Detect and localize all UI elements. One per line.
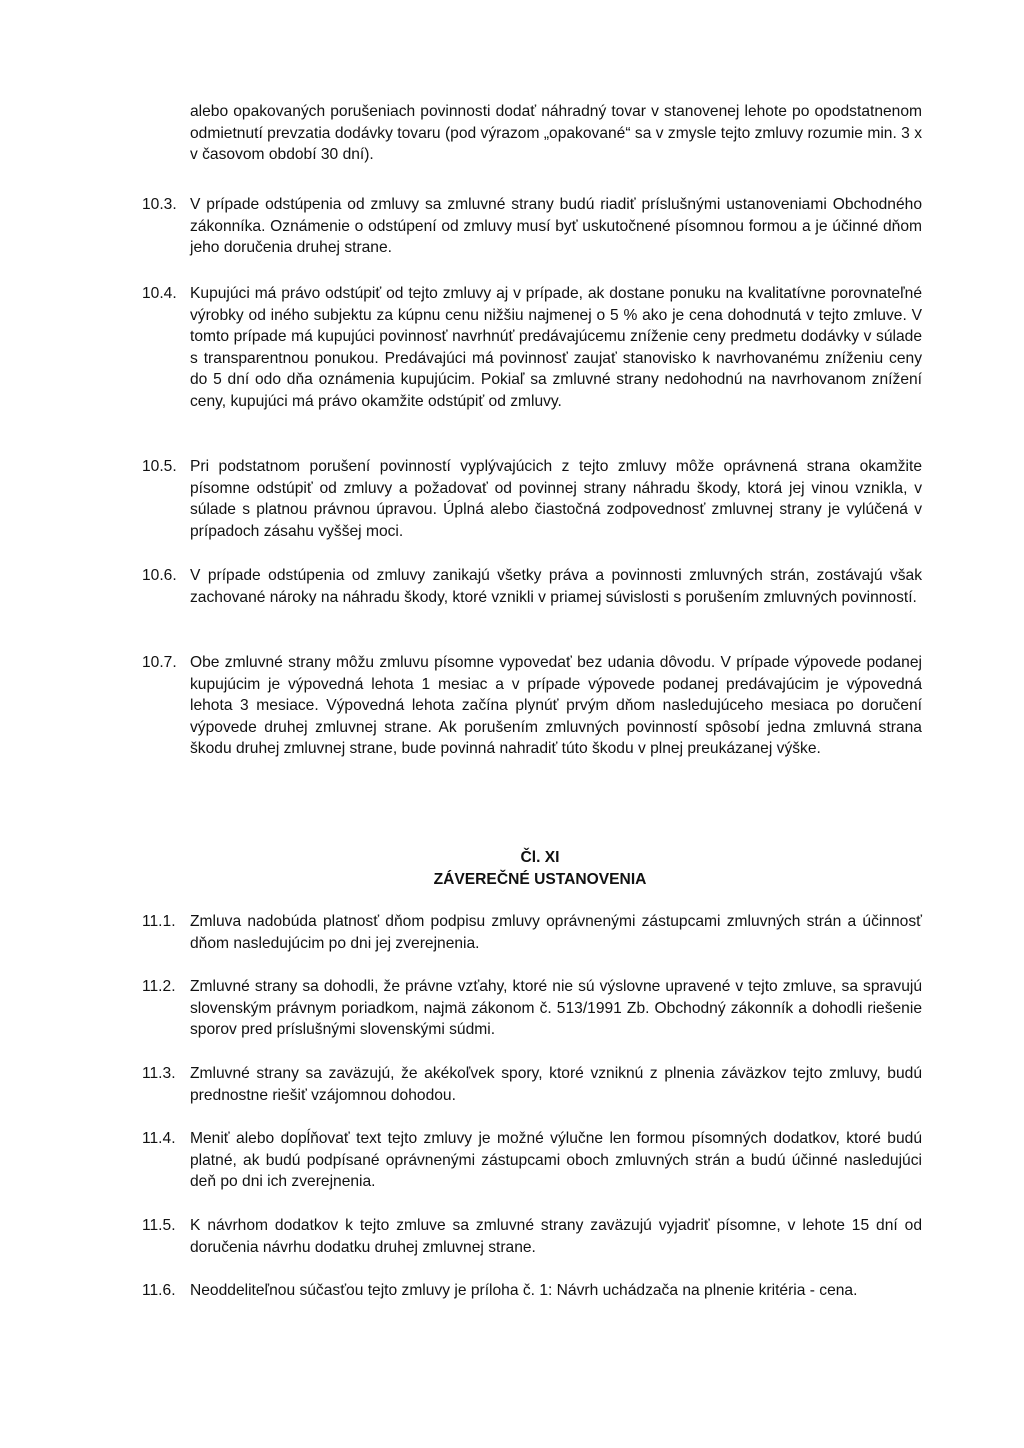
clause-text: Zmluvné strany sa dohodli, že právne vzťahy, ktoré nie sú výslovne upravené v tejto zmluve, sa spravujú slovenským právnym poriadkom, najmä zákonom č. 513/1991 Zb. Obchodný zákonník a dohodli riešenie sporov pred príslušnými slovenskými súdmi. — [190, 978, 922, 1039]
clause-11-1 — [142, 911, 922, 954]
clause-11-2 — [142, 976, 922, 1041]
clause-text: V prípade odstúpenia od zmluvy sa zmluvné strany budú riadiť príslušnými ustanoveniami Obchodného zákonníka. Oznámenie o odstúpení od zmluvy musí byť uskutočnené písomnou formou a je účinné dňom jeho doručenia druhej strane. — [190, 196, 922, 257]
clause-text: Obe zmluvné strany môžu zmluvu písomne vypovedať bez udania dôvodu. V prípade výpovede podanej kupujúcim je výpovedná lehota 1 mesiac a v prípade výpovede podanej predávajúcim je výpovedná lehota 3 mesiace. Výpovedná lehota začína plynúť prvým dňom nasledujúceho mesiaca po doručení výpovede druhej zmluvnej strane. Ak porušením zmluvných povinností spôsobí jedna zmluvná strana škodu druhej zmluvnej strane, bude povinná nahradiť túto škodu v plnej preukázanej výške. — [190, 654, 922, 758]
article-title: ZÁVEREČNÉ USTANOVENIA — [433, 871, 647, 888]
clause-11-6 — [142, 1280, 922, 1302]
clause-number: 10.5. — [142, 458, 177, 475]
clause-text: Pri podstatnom porušení povinností vyplývajúcich z tejto zmluvy môže oprávnená strana okamžite písomne odstúpiť od zmluvy a požadovať od povinnej strany náhradu škody, ktorá jej vinou vznikla, v súlade s platnou právnou úpravou. Úplná alebo čiastočná zodpovednosť zmluvnej strany je vylúčená v prípadoch zásahu vyššej moci. — [190, 458, 922, 540]
clause-11-4 — [142, 1128, 922, 1193]
clause-number: 11.2. — [142, 978, 176, 995]
clause-10-5 — [142, 456, 922, 542]
clause-10-7 — [142, 652, 922, 760]
clause-number: 11.4. — [142, 1130, 176, 1147]
clause-number: 11.5. — [142, 1217, 176, 1234]
clause-text: V prípade odstúpenia od zmluvy zanikajú všetky práva a povinnosti zmluvných strán, zostávajú však zachované nároky na náhradu škody, ktoré vznikli v priamej súvislosti s porušením zmluvných povinností. — [190, 567, 922, 606]
clause-number: 10.7. — [142, 654, 177, 671]
clause-10-6 — [142, 565, 922, 608]
clause-text: Zmluva nadobúda platnosť dňom podpisu zmluvy oprávnenými zástupcami zmluvných strán a účinnosť dňom nasledujúcim po dni jej zverejnenia. — [190, 913, 922, 952]
clause-10-3 — [142, 194, 922, 259]
clause-10-4 — [142, 283, 922, 413]
clause-number: 11.1. — [142, 913, 176, 930]
clause-text: Neoddeliteľnou súčasťou tejto zmluvy je príloha č. 1: Návrh uchádzača na plnenie kritéria - cena. — [190, 1282, 858, 1299]
clause-number: 10.4. — [142, 285, 177, 302]
clause-text: Kupujúci má právo odstúpiť od tejto zmluvy aj v prípade, ak dostane ponuku na kvalitatívne porovnateľné výrobky od iného subjektu za kúpnu cenu nižšiu najmenej o 5 % ako je cena dohodnutá v tejto zmluve. V tomto prípade má kupujúci povinnosť navrhnúť predávajúcemu zníženie ceny predmetu dodávky v súlade s transparentnou ponukou. Predávajúci má povinnosť zaujať stanovisko k navrhovanému zníženiu ceny do 5 dní odo dňa oznámenia kupujúcim. Pokiaľ sa zmluvné strany nedohodnú na navrhovanom znížení ceny, kupujúci má právo okamžite odstúpiť od zmluvy. — [190, 285, 922, 410]
clause-number: 11.6. — [142, 1282, 176, 1299]
clause-11-5 — [142, 1215, 922, 1258]
intro-paragraph: alebo opakovaných porušeniach povinnosti dodať náhradný tovar v stanovenej lehote po opodstatnenom odmietnutí prevzatia dodávky tovaru (pod výrazom „opakované“ sa v zmysle tejto zmluvy rozumie min. 3 x v časovom období 30 dní). — [190, 103, 922, 164]
clause-number: 10.6. — [142, 567, 177, 584]
clause-text: Meniť alebo dopĺňovať text tejto zmluvy je možné výlučne len formou písomných dodatkov, ktoré budú platné, ak budú podpísané oprávnenými zástupcami oboch zmluvných strán a budú účinné nasledujúci deň po dni ich zverejnenia. — [190, 1130, 922, 1191]
clause-text: Zmluvné strany sa zaväzujú, že akékoľvek spory, ktoré vzniknú z plnenia záväzkov tejto zmluvy, budú prednostne riešiť vzájomnou dohodou. — [190, 1065, 922, 1104]
clause-number: 11.3. — [142, 1065, 176, 1082]
clause-number: 10.3. — [142, 196, 177, 213]
article-number: Čl. XI — [520, 849, 560, 866]
clause-text: K návrhom dodatkov k tejto zmluve sa zmluvné strany zaväzujú vyjadriť písomne, v lehote 15 dní od doručenia návrhu dodatku druhej zmluvnej strane. — [190, 1217, 922, 1256]
clause-11-3 — [142, 1063, 922, 1106]
